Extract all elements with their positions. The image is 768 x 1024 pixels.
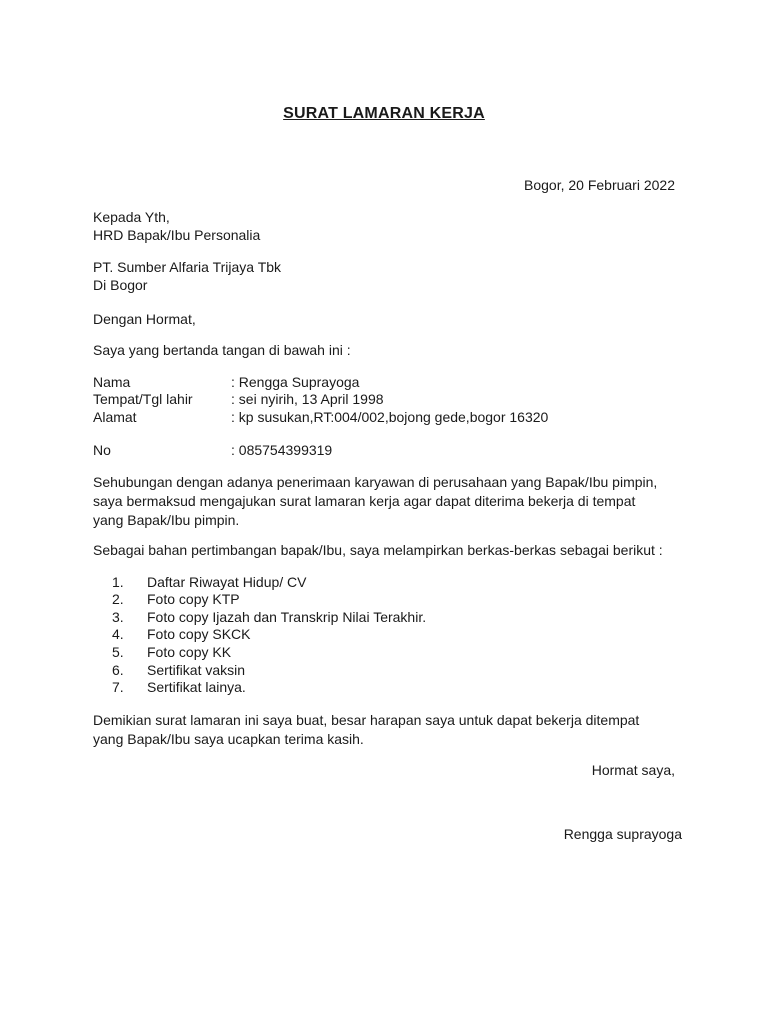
attachment-number: 3. <box>112 609 124 625</box>
attachment-number: 6. <box>112 662 124 678</box>
attachment-number: 4. <box>112 626 124 642</box>
place-date: Bogor, 20 Februari 2022 <box>524 177 675 193</box>
attachment-item: Sertifikat vaksin <box>147 662 246 678</box>
body-paragraph-line-1: Sehubungan dengan adanya penerimaan karyawan di perusahaan yang Bapak/Ibu pimpin, <box>93 474 658 490</box>
attachment-item: Foto copy SKCK <box>147 626 251 642</box>
attachment-item: Daftar Riwayat Hidup/ CV <box>147 574 307 590</box>
identity-value-name: : Rengga Suprayoga <box>231 374 360 390</box>
closing-paragraph <box>93 711 683 749</box>
attachment-number: 5. <box>112 644 124 660</box>
identity-label-address: Alamat <box>93 409 137 425</box>
attachment-number: 1. <box>112 574 124 590</box>
closing-paragraph-line-2: yang Bapak/Ibu saya ucapkan terima kasih. <box>93 731 364 747</box>
attachment-number: 2. <box>112 591 124 607</box>
identity-value-birth: : sei nyirih, 13 April 1998 <box>231 391 384 407</box>
body-paragraph-line-3: yang Bapak/Ibu pimpin. <box>93 512 240 528</box>
attachment-number: 7. <box>112 679 124 695</box>
attachment-item: Sertifikat lainya. <box>147 679 246 695</box>
identity-label-birth: Tempat/Tgl lahir <box>93 391 193 407</box>
regards: Hormat saya, <box>591 762 675 778</box>
signature-name: Rengga suprayoga <box>563 826 682 842</box>
recipient-line-3: PT. Sumber Alfaria Trijaya Tbk <box>93 259 282 275</box>
identity-label-name: Nama <box>93 374 131 390</box>
identity-value-phone: : 085754399319 <box>231 442 333 458</box>
identity-label-phone: No <box>93 442 111 458</box>
recipient-line-1: Kepada Yth, <box>93 209 170 225</box>
intro-line: Saya yang bertanda tangan di bawah ini : <box>93 342 351 358</box>
letter-title: SURAT LAMARAN KERJA <box>283 105 485 122</box>
body-paragraph <box>93 473 683 530</box>
attachment-item: Foto copy KTP <box>147 591 240 607</box>
recipient-line-4: Di Bogor <box>93 277 148 293</box>
attachment-item: Foto copy Ijazah dan Transkrip Nilai Terakhir. <box>147 609 427 625</box>
closing-paragraph-line-1: Demikian surat lamaran ini saya buat, besar harapan saya untuk dapat bekerja ditempat <box>93 712 640 728</box>
body-paragraph-line-2: saya bermaksud mengajukan surat lamaran kerja agar dapat diterima bekerja di tempat <box>93 493 636 509</box>
attachment-item: Foto copy KK <box>147 644 232 660</box>
salutation: Dengan Hormat, <box>93 311 196 327</box>
attachments-intro: Sebagai bahan pertimbangan bapak/Ibu, saya melampirkan berkas-berkas sebagai berikut : <box>93 542 663 558</box>
identity-value-address: : kp susukan,RT:004/002,bojong gede,bogor 16320 <box>231 409 549 425</box>
recipient-line-2: HRD Bapak/Ibu Personalia <box>93 227 261 243</box>
